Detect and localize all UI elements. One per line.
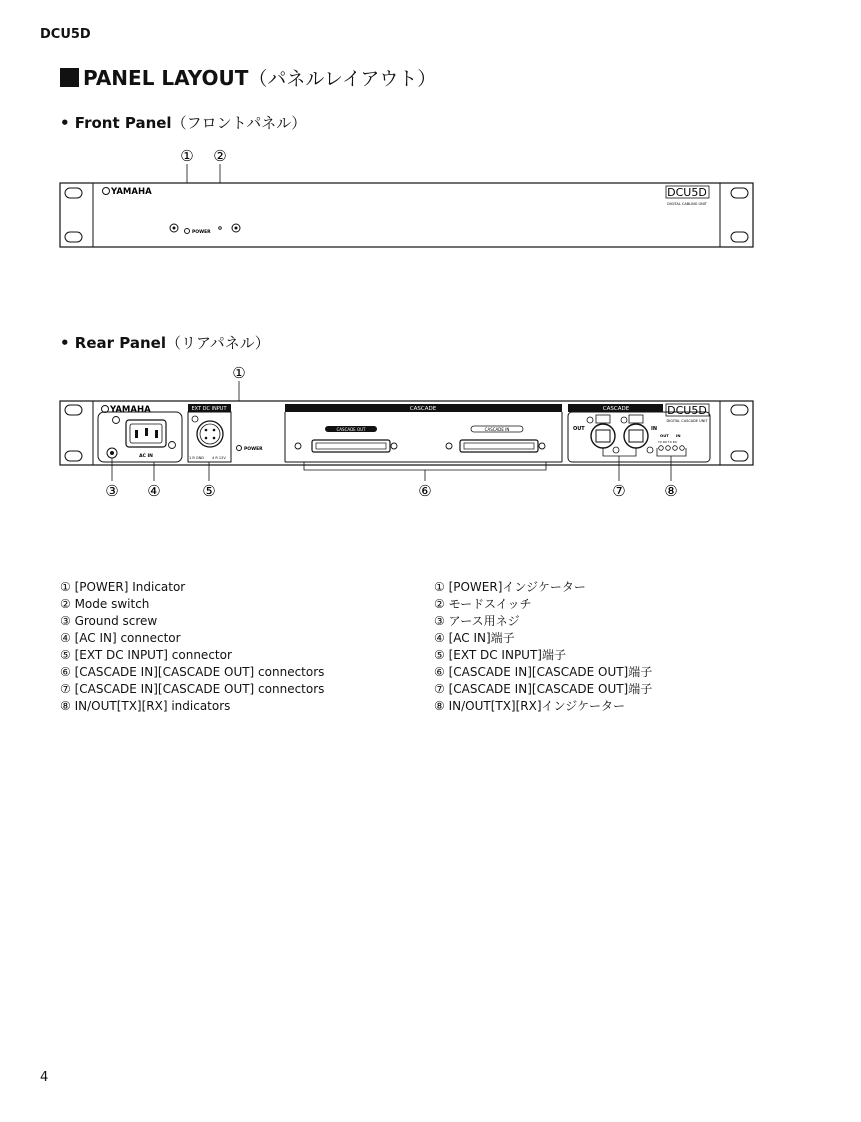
rear-callout-8: ⑧: [664, 482, 678, 500]
rear-callout-6: ⑥: [418, 482, 432, 500]
legend-item: ⑦ [CASCADE IN][CASCADE OUT] connectors: [60, 682, 325, 696]
legend-item: ⑧ IN/OUT[TX][RX]インジケーター: [434, 699, 625, 713]
legend-item: ③ アース用ネジ: [434, 614, 520, 628]
model-name: DCU5D: [40, 27, 91, 42]
front-callout-1: ①: [180, 147, 194, 165]
front-brand: YAMAHA: [111, 187, 152, 197]
cascade-in-label: CASCADE IN: [484, 427, 510, 432]
front-callout-2: ②: [213, 147, 227, 165]
rear-callout-7: ⑦: [612, 482, 626, 500]
legend-item: ② Mode switch: [60, 597, 150, 611]
legend-item: ③ Ground screw: [60, 614, 158, 628]
rear-callout-4: ④: [147, 482, 161, 500]
cascade-label: CASCADE: [409, 406, 437, 412]
ext-dc-pins2: 4 R 12V: [212, 456, 226, 460]
rear-panel-heading-text: • Rear Panel: [60, 334, 166, 352]
cascade-out-label: CASCADE OUT: [336, 427, 366, 432]
rear-power-label: POWER: [244, 447, 263, 452]
ext-dc-label: EXT DC INPUT: [191, 406, 227, 412]
front-chassis: [60, 183, 753, 247]
legend-item: ② モードスイッチ: [434, 597, 532, 611]
legend-item: ⑦ [CASCADE IN][CASCADE OUT]端子: [434, 682, 653, 696]
led-out-label: OUT: [660, 433, 669, 438]
legend-item: ① [POWER]インジケーター: [434, 580, 586, 594]
front-panel-diagram: [0, 140, 861, 255]
rear-brand: YAMAHA: [110, 405, 151, 415]
legend-item: ⑧ IN/OUT[TX][RX] indicators: [60, 699, 231, 713]
rear-callout-1: ①: [232, 364, 246, 382]
rear-panel-diagram: [0, 360, 861, 505]
front-logo-sub: DIGITAL CABLING UNIT: [667, 202, 707, 206]
legend-item: ⑥ [CASCADE IN][CASCADE OUT] connectors: [60, 665, 325, 679]
page-number: 4: [40, 1070, 49, 1085]
rear-panel-heading-jp: （リアパネル）: [165, 334, 270, 352]
legend-english: [60, 579, 324, 715]
front-panel-heading-text: • Front Panel: [60, 114, 172, 132]
legend-item: ⑤ [EXT DC INPUT] connector: [60, 648, 232, 662]
etherCON-out-label: OUT: [573, 426, 585, 432]
led-in-label: IN: [676, 433, 681, 438]
legend-japanese: [434, 579, 652, 715]
front-power-label: POWER: [192, 230, 211, 235]
rear-callout-5: ⑤: [202, 482, 216, 500]
section-title: [60, 64, 436, 91]
led-txrx-labels: TX RX TX RX: [658, 440, 677, 444]
legend-item: ⑤ [EXT DC INPUT]端子: [434, 648, 566, 662]
front-logo: DCU5D: [667, 186, 707, 199]
rear-logo: DCU5D: [667, 404, 707, 417]
legend-item: ① [POWER] Indicator: [60, 580, 186, 594]
front-panel-heading-jp: （フロントパネル）: [171, 114, 307, 132]
section-title-jp: （パネルレイアウト）: [248, 68, 437, 90]
rear-callout-3: ③: [105, 482, 119, 500]
ext-dc-pins: 1 R GND: [189, 456, 204, 460]
cascade2-label: CASCADE: [602, 406, 630, 412]
ac-in-label: AC IN: [139, 454, 153, 459]
rear-logo-sub: DIGITAL CASCADE UNIT: [666, 419, 708, 423]
etherCON-in-label: IN: [651, 426, 658, 432]
legend-item: ④ [AC IN] connector: [60, 631, 181, 645]
section-title-text: PANEL LAYOUT: [83, 65, 249, 90]
front-panel-heading: [60, 112, 306, 133]
legend-item: ⑥ [CASCADE IN][CASCADE OUT]端子: [434, 665, 653, 679]
legend-item: ④ [AC IN]端子: [434, 631, 515, 645]
rear-panel-heading: [60, 332, 270, 353]
section-square-icon: [60, 68, 79, 87]
